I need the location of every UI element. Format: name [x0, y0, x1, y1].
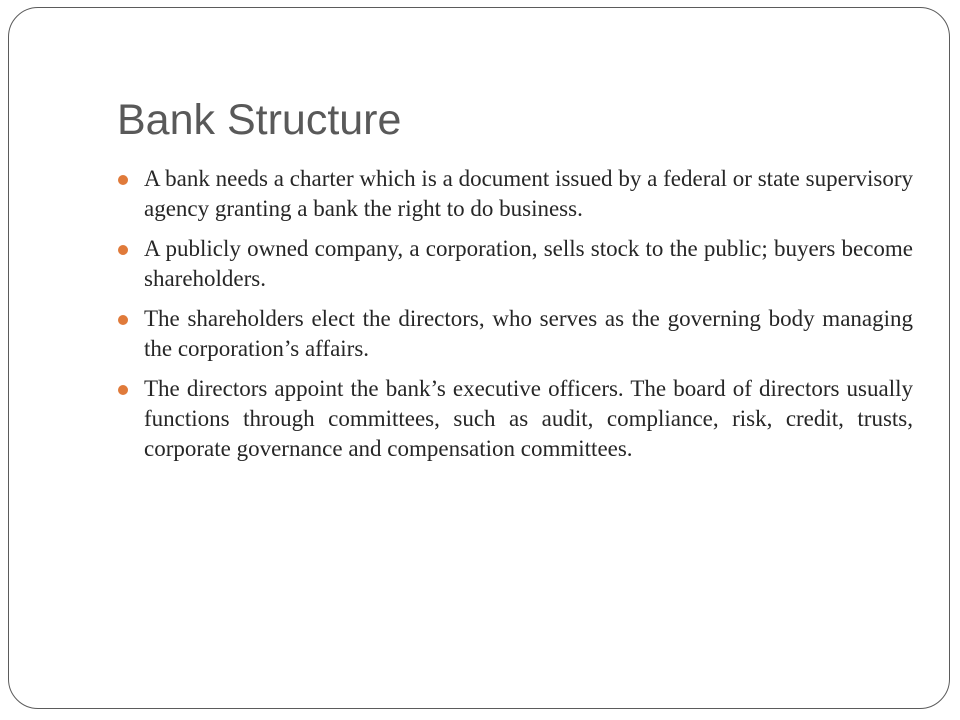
bullet-text: A publicly owned company, a corporation, sells stock to the public; buyers become shareholders.	[144, 236, 913, 291]
bullet-text: The directors appoint the bank’s executive officers. The board of directors usually functions through committees, such as audit, compliance, risk, credit, trusts, corporate governance and compensation committees.	[144, 376, 913, 461]
bullet-dot-icon	[118, 385, 128, 395]
bullet-text: The shareholders elect the directors, who serves as the governing body managing the corporation’s affairs.	[144, 306, 913, 361]
bullet-text: A bank needs a charter which is a document issued by a federal or state supervisory agency granting a bank the right to do business.	[144, 166, 913, 221]
bullet-dot-icon	[118, 175, 128, 185]
slide-frame	[8, 7, 950, 709]
bullet-item	[117, 234, 913, 294]
bullet-list	[117, 164, 913, 474]
bullet-dot-icon	[118, 245, 128, 255]
bullet-item	[117, 164, 913, 224]
slide-title: Bank Structure	[117, 96, 402, 144]
bullet-item	[117, 304, 913, 364]
bullet-item	[117, 374, 913, 464]
bullet-dot-icon	[118, 315, 128, 325]
